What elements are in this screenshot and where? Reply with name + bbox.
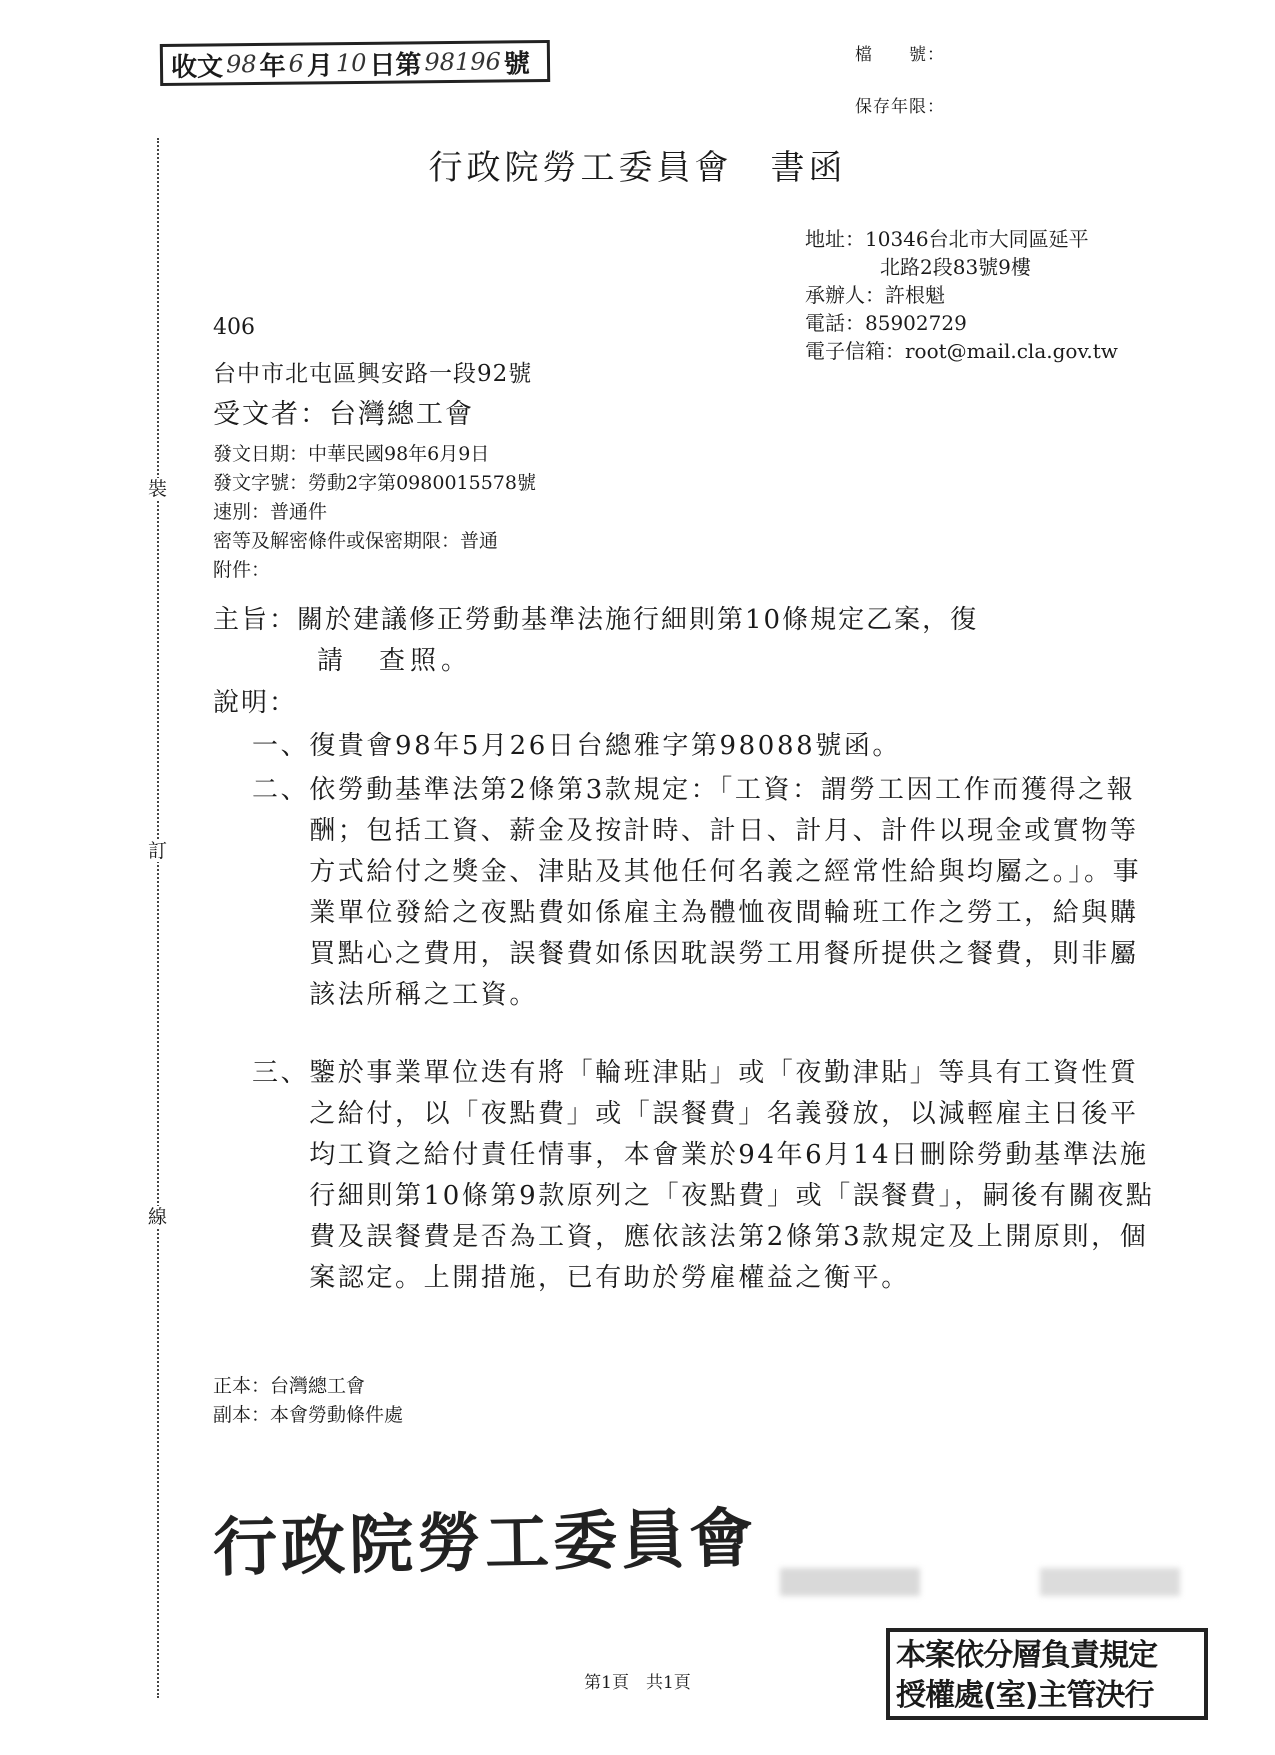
priority: 速別：普通件 — [213, 501, 328, 523]
receipt-day: 10 — [335, 48, 367, 78]
receipt-number-label: 號 — [503, 48, 530, 79]
attachment: 附件： — [213, 559, 271, 581]
receipt-year-label: 年 — [259, 51, 286, 82]
delegation-stamp — [886, 1628, 1208, 1720]
sender-address-line1: 地址：10346台北市大同區延平 — [805, 227, 1089, 251]
redacted-area — [1040, 1568, 1180, 1596]
explanation-heading: 說明： — [213, 688, 298, 718]
document-number: 發文字號：勞動2字第0980015578號 — [213, 472, 536, 494]
sender-address-line2: 北路2段83號9樓 — [880, 255, 1031, 279]
retention-label: 保存年限： — [855, 97, 945, 117]
delegation-line2: 授權處(室)主管決行 — [896, 1678, 1154, 1713]
item-number: 二、 — [252, 775, 310, 805]
subject-line1: 主旨：關於建議修正勞動基準法施行細則第10條規定乙案，復 — [213, 605, 979, 635]
recipient-name: 受文者：台灣總工會 — [213, 399, 474, 430]
agency-seal: 行政院勞工委員會 — [212, 1501, 758, 1586]
page-number: 第1頁 共1頁 — [584, 1673, 691, 1693]
receipt-number: 98196 — [424, 47, 501, 77]
subject-line2: 請 查照。 — [317, 646, 473, 676]
binding-dotted-line — [157, 138, 159, 1698]
binding-mark-xian: 線 — [148, 1206, 168, 1228]
item-text: 鑒於事業單位迭有將「輪班津貼」或「夜勤津貼」等具有工資性質之給付，以「夜點費」或「誤餐費」名義發放，以減輕雇主日後平均工資之給付責任情事，本會業於94年6月14日刪除勞動基準法施行細則第10條第9款原列之「夜點費」或「誤餐費」，嗣後有關夜點費及誤餐費是否為工資，應依該法第2條第3款規定及上開原則，個案認定。上開措施，已有助於勞雇權益之衡平。 — [309, 1058, 1155, 1293]
receipt-month: 6 — [288, 49, 305, 78]
file-number-label: 檔 號： — [855, 45, 945, 65]
redacted-area — [780, 1568, 920, 1596]
binding-mark-zhuang: 裝 — [148, 478, 168, 500]
item-number: 一、 — [252, 731, 310, 761]
delegation-line1: 本案依分層負責規定 — [896, 1638, 1157, 1673]
document-title: 行政院勞工委員會 書函 — [428, 148, 847, 188]
subject — [213, 600, 1163, 682]
item-text: 依勞動基準法第2條第3款規定：「工資：謂勞工因工作而獲得之報酬；包括工資、薪金及按計時、計日、計月、計件以現金或實物等方式給付之獎金、津貼及其他任何名義之經常性給與均屬之。」。事業單位發給之夜點費如係雇主為體恤夜間輪班工作之勞工，給與購買點心之費用，誤餐費如係因耽誤勞工用餐所提供之餐費，則非屬該法所稱之工資。 — [309, 775, 1142, 1010]
classification: 密等及解密條件或保密期限：普通 — [213, 530, 499, 552]
receipt-stamp — [160, 40, 550, 86]
recipient-address: 台中市北屯區興安路一段92號 — [213, 361, 533, 387]
explanation-item-2 — [252, 770, 1157, 1016]
receipt-label: 收文 — [170, 51, 224, 83]
original-recipient: 正本：台灣總工會 — [213, 1375, 366, 1397]
distribution — [213, 1372, 403, 1430]
item-text: 復貴會98年5月26日台總雅字第98088號函。 — [309, 731, 902, 761]
binding-mark-ding: 訂 — [148, 840, 168, 862]
sender-info — [805, 225, 1118, 365]
copy-recipient: 副本：本會勞動條件處 — [213, 1404, 404, 1426]
sender-contact: 承辦人：許根魁 — [805, 283, 945, 307]
receipt-year: 98 — [225, 50, 257, 79]
explanation-item-1 — [252, 726, 1157, 767]
sender-phone: 電話：85902729 — [805, 311, 967, 335]
issue-date: 發文日期：中華民國98年6月9日 — [213, 443, 490, 465]
item-number: 三、 — [252, 1058, 310, 1088]
sender-email: 電子信箱：root@mail.cla.gov.tw — [805, 339, 1118, 363]
receipt-day-label: 日第 — [369, 49, 422, 81]
recipient-zip: 406 — [213, 315, 255, 340]
explanation-item-3 — [252, 1053, 1157, 1299]
document-fields — [213, 440, 536, 585]
receipt-month-label: 月 — [306, 50, 334, 82]
